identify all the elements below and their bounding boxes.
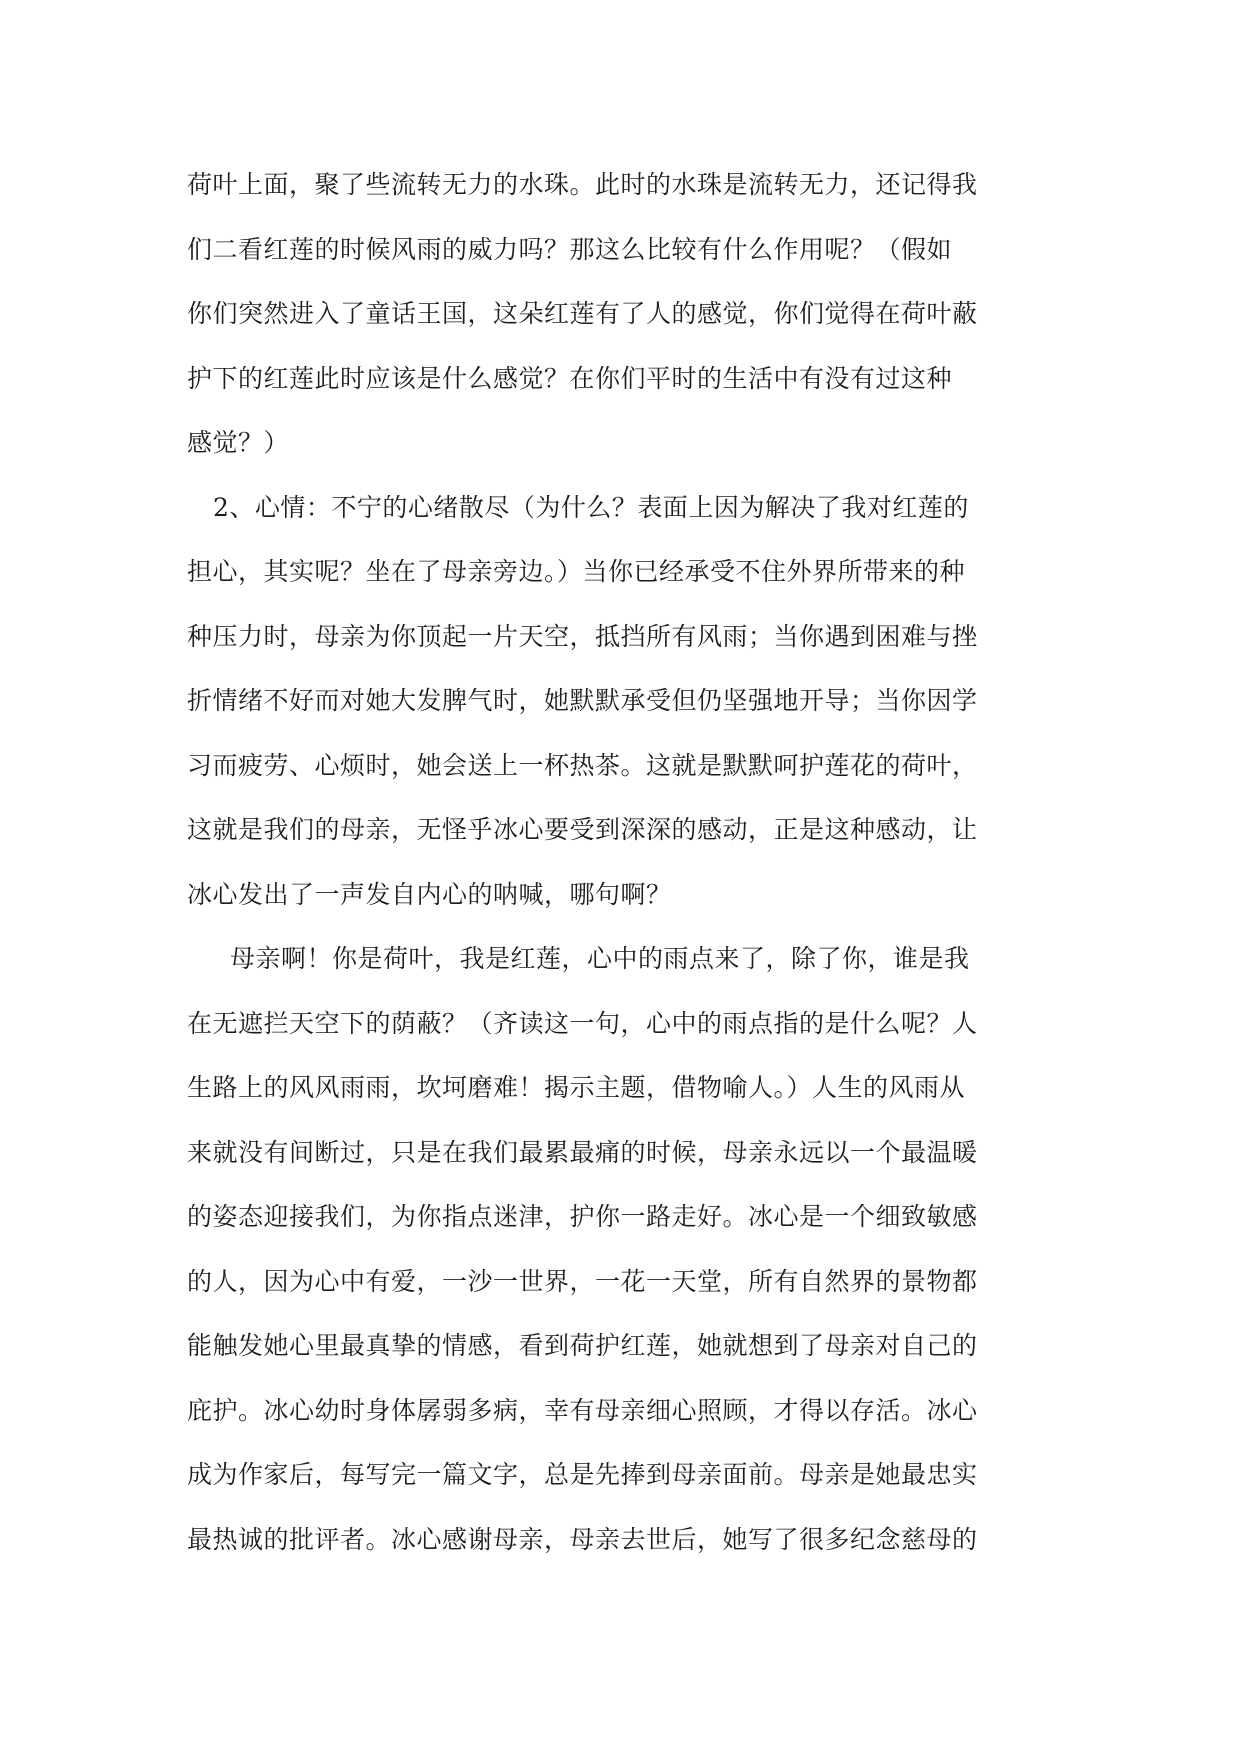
text-line: 担心，其实呢？坐在了母亲旁边。）当你已经承受不住外界所带来的种 [187, 557, 966, 586]
text-line: 冰心发出了一声发自内心的呐喊，哪句啊？ [187, 879, 672, 909]
text-line: 这就是我们的母亲，无怪乎冰心要受到深深的感动，正是这种感动，让 [187, 815, 978, 844]
text-line: 的人，因为心中有爱，一沙一世界，一花一天堂，所有自然界的景物都 [187, 1266, 978, 1296]
text-line: 你们突然进入了童话王国，这朵红莲有了人的感觉，你们觉得在荷叶蔽 [187, 299, 978, 328]
text-line: 感觉？） [187, 428, 290, 457]
text-line: 生路上的风风雨雨，坎坷磨难！揭示主题，借物喻人。）人生的风雨从 [187, 1073, 966, 1102]
text-line: 的姿态迎接我们，为你指点迷津，护你一路走好。冰心是一个细致敏感 [187, 1202, 978, 1231]
text-line: 最热诚的批评者。冰心感谢母亲，母亲去世后，她写了很多纪念慈母的 [187, 1524, 978, 1554]
text-line: 庇护。冰心幼时身体孱弱多病，幸有母亲细心照顾，才得以存活。冰心 [187, 1395, 978, 1425]
text-line: 2、心情：不宁的心绪散尽（为什么？表面上因为解决了我对红莲的 [213, 492, 969, 522]
text-line: 护下的红莲此时应该是什么感觉？在你们平时的生活中有没有过这种 [187, 363, 953, 393]
body-text [187, 157, 1077, 1576]
text-line: 习而疲劳、心烦时，她会送上一杯热茶。这就是默默呵护莲花的荷叶， [187, 750, 978, 780]
text-line: 折情绪不好而对她大发脾气时，她默默承受但仍坚强地开导；当你因学 [187, 686, 978, 715]
text-line: 来就没有间断过，只是在我们最累最痛的时候，母亲永远以一个最温暖 [187, 1137, 978, 1167]
text-line: 能触发她心里最真挚的情感，看到荷护红莲，她就想到了母亲对自己的 [187, 1331, 978, 1360]
text-line: 种压力时，母亲为你顶起一片天空，抵挡所有风雨；当你遇到困难与挫 [187, 621, 978, 651]
text-line: 荷叶上面，聚了些流转无力的水珠。此时的水珠是流转无力，还记得我 [187, 170, 978, 199]
text-line: 母亲啊！你是荷叶，我是红莲，心中的雨点来了，除了你，谁是我 [230, 944, 970, 973]
text-line: 们二看红莲的时候风雨的威力吗？那这么比较有什么作用呢？（假如 [187, 234, 953, 264]
text-line: 成为作家后，每写完一篇文字，总是先捧到母亲面前。母亲是她最忠实 [187, 1460, 978, 1489]
text-line: 在无遮拦天空下的荫蔽？（齐读这一句，心中的雨点指的是什么呢？人 [187, 1008, 978, 1038]
